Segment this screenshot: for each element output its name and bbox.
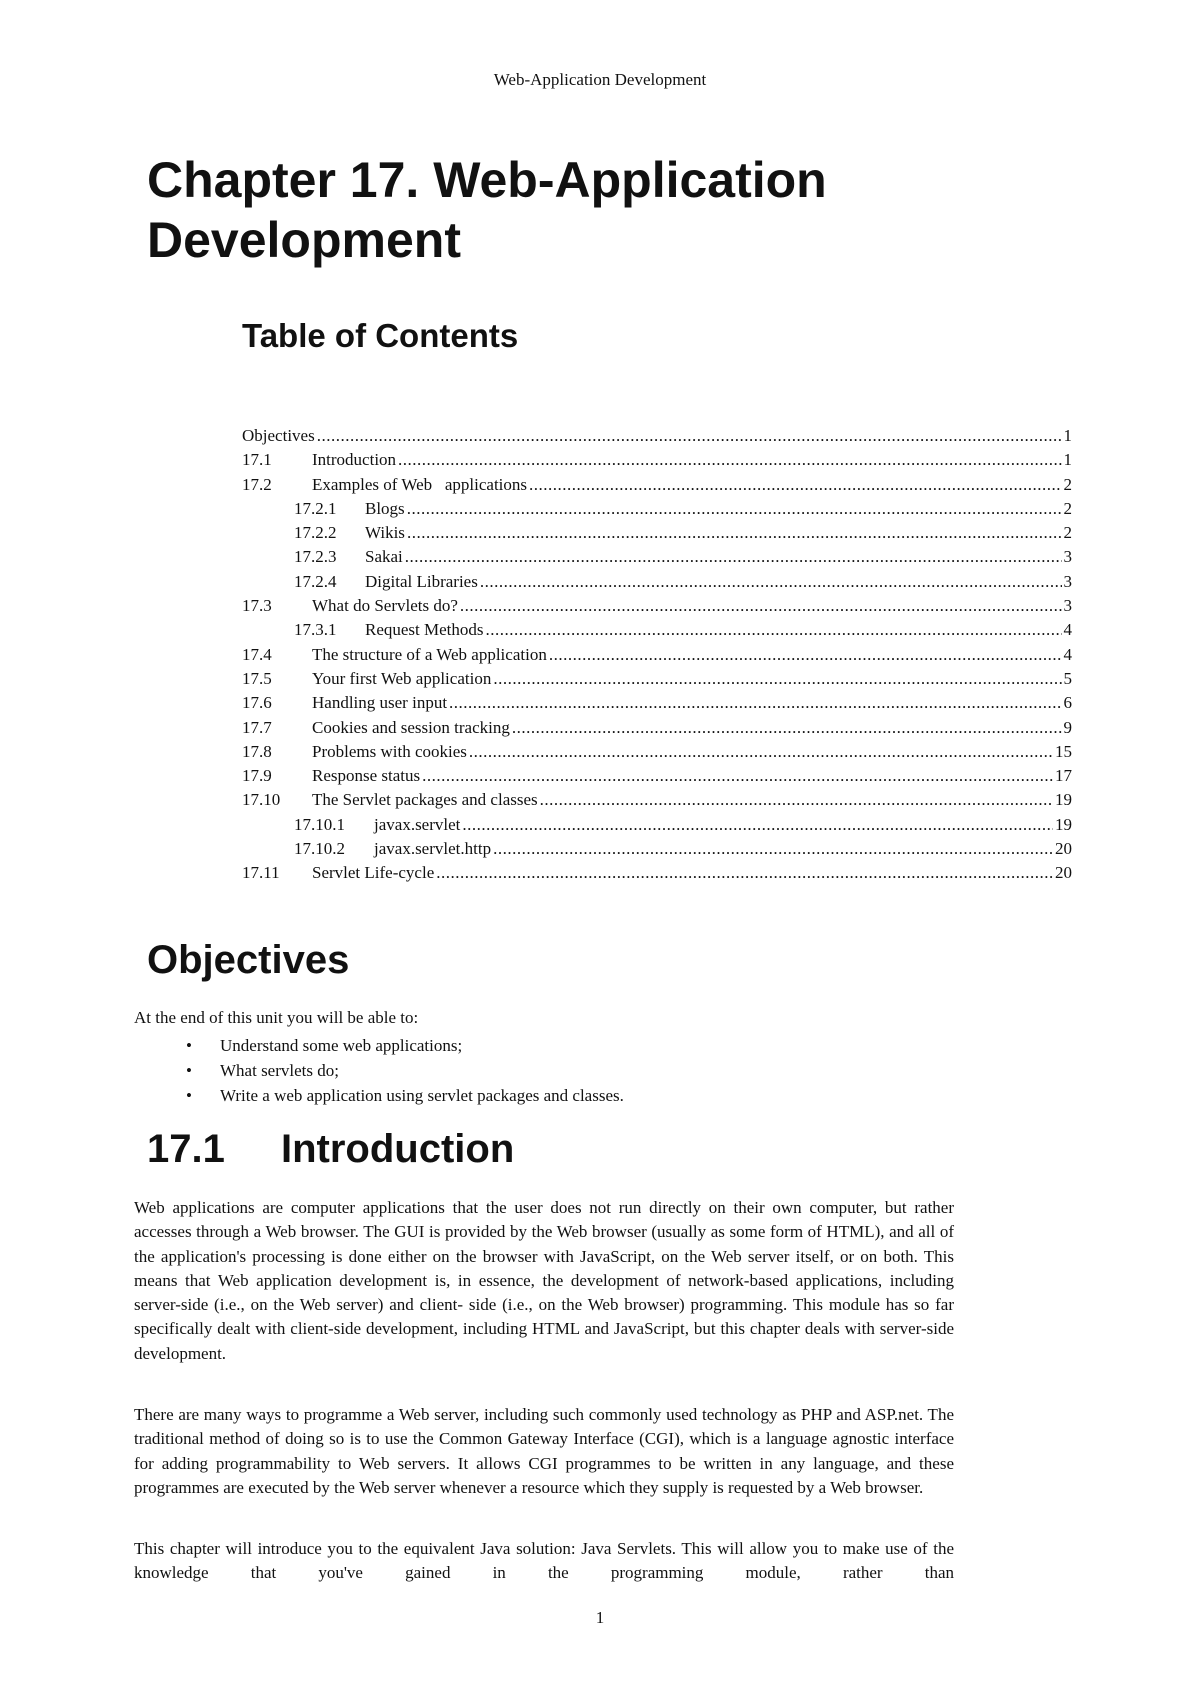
- list-item: [134, 1033, 624, 1058]
- table-of-contents: [242, 424, 1072, 886]
- toc-entry-title: Cookies and session tracking: [312, 717, 510, 737]
- toc-leader: [493, 667, 1061, 691]
- toc-entry-number: 17.1: [242, 450, 272, 470]
- toc-entry[interactable]: [242, 618, 1072, 642]
- toc-entry-page: 2: [1063, 523, 1072, 543]
- toc-entry-number: 17.10.1: [294, 814, 345, 834]
- toc-entry[interactable]: [242, 570, 1072, 594]
- toc-entry-number: 17.10: [242, 790, 281, 810]
- toc-entry-title: javax.servlet: [374, 814, 461, 834]
- toc-leader: [398, 448, 1061, 472]
- toc-entry-number: 17.6: [242, 693, 272, 713]
- toc-entry[interactable]: [242, 716, 1072, 740]
- toc-entry-page: 5: [1063, 668, 1072, 688]
- toc-entry[interactable]: [242, 424, 1072, 448]
- toc-entry-title: Wikis: [365, 523, 405, 543]
- toc-entry-number: 17.2.4: [294, 571, 337, 591]
- toc-entry-number: 17.2: [242, 474, 272, 494]
- toc-entry-title: What do Servlets do?: [312, 596, 458, 616]
- toc-entry-page: 3: [1063, 596, 1072, 616]
- toc-entry-page: 2: [1063, 498, 1072, 518]
- toc-entry-number: 17.2.3: [294, 547, 337, 567]
- toc-entry-title: Response status: [312, 766, 421, 786]
- section-title: Introduction: [281, 1127, 515, 1171]
- toc-entry[interactable]: [242, 497, 1072, 521]
- toc-leader: [422, 764, 1053, 788]
- toc-entry[interactable]: [242, 740, 1072, 764]
- toc-leader: [436, 861, 1053, 885]
- toc-entry-title: The structure of a Web application: [312, 644, 547, 664]
- toc-entry[interactable]: [242, 691, 1072, 715]
- toc-entry-page: 2: [1063, 474, 1072, 494]
- toc-leader: [529, 473, 1061, 497]
- toc-entry[interactable]: [242, 667, 1072, 691]
- objectives-lead: At the end of this unit you will be able to:: [134, 1008, 419, 1027]
- toc-entry-page: 3: [1063, 571, 1072, 591]
- toc-entry-page: 1: [1063, 426, 1072, 445]
- toc-entry[interactable]: [242, 788, 1072, 812]
- page-number: 1: [595, 1608, 605, 1627]
- list-item: [134, 1083, 624, 1108]
- toc-entry-number: 17.3: [242, 596, 272, 616]
- toc-entry[interactable]: [242, 545, 1072, 569]
- toc-entry-number: 17.11: [242, 863, 280, 883]
- toc-entry-page: 15: [1055, 741, 1072, 761]
- toc-entry-page: 9: [1063, 717, 1072, 737]
- body-paragraph: This chapter will introduce you to the equivalent Java solution: Java Servlets. This will allow you to make use of the knowledge that you've gained in the programming module, rather than: [134, 1539, 954, 1583]
- toc-leader: [407, 497, 1062, 521]
- bullet-icon: •: [186, 1086, 192, 1105]
- section-number: 17.1: [147, 1127, 225, 1171]
- toc-leader: [540, 788, 1053, 812]
- toc-entry-title: Introduction: [312, 450, 397, 470]
- toc-entry[interactable]: [242, 448, 1072, 472]
- toc-entry-title: Problems with cookies: [312, 741, 467, 761]
- toc-heading: Table of Contents: [242, 317, 519, 354]
- toc-entry-title: Objectives: [242, 426, 315, 445]
- toc-entry-page: 4: [1063, 620, 1072, 640]
- bullet-icon: •: [186, 1036, 192, 1055]
- toc-leader: [405, 545, 1062, 569]
- list-item: [134, 1058, 624, 1083]
- toc-entry-title: Handling user input: [312, 693, 448, 713]
- toc-entry-number: 17.3.1: [294, 620, 337, 640]
- toc-entry-number: 17.8: [242, 741, 272, 761]
- chapter-title: Chapter 17. Web-Application Development: [147, 152, 827, 268]
- toc-leader: [480, 570, 1062, 594]
- toc-entry-number: 17.4: [242, 644, 272, 664]
- toc-entry-title: Your first Web application: [312, 668, 492, 688]
- objective-text: Understand some web applications;: [220, 1036, 463, 1055]
- toc-entry-number: 17.5: [242, 668, 272, 688]
- objectives-heading: Objectives: [147, 938, 350, 982]
- toc-entry[interactable]: [242, 837, 1072, 861]
- toc-leader: [407, 521, 1062, 545]
- introduction-heading: [147, 1125, 514, 1173]
- body-paragraph: Web applications are computer applications that the user does not run directly on their own computer, but rather accesses through a Web browser. The GUI is provided by the Web browser (usually as some form of HTML), and all of the application's processing is done either on the browser with JavaScript, on the Web server itself, or on both. This means that Web application development is, in essence, the development of network-based applications, including server-side (i.e., on the Web server) and client- side (i.e., on the Web browser) programming. This module has so far specifically dealt with client-side development, including HTML and JavaScript, but this chapter deals with server-side development.: [134, 1198, 954, 1363]
- toc-leader: [469, 740, 1053, 764]
- toc-entry[interactable]: [242, 594, 1072, 618]
- toc-entry-page: 3: [1063, 547, 1072, 567]
- toc-entry[interactable]: [242, 861, 1072, 885]
- toc-leader: [486, 618, 1062, 642]
- toc-leader: [317, 424, 1062, 448]
- objective-text: What servlets do;: [220, 1061, 339, 1080]
- toc-entry-page: 17: [1055, 766, 1072, 786]
- toc-entry[interactable]: [242, 813, 1072, 837]
- toc-entry-title: Blogs: [365, 498, 405, 518]
- toc-entry-page: 1: [1063, 450, 1072, 470]
- toc-entry-number: 17.2.1: [294, 498, 337, 518]
- toc-entry-number: 17.10.2: [294, 839, 345, 859]
- toc-entry-title: Servlet Life-cycle: [312, 863, 435, 883]
- toc-entry-title: Sakai: [365, 547, 403, 567]
- toc-entry-page: 19: [1055, 814, 1072, 834]
- toc-entry[interactable]: [242, 643, 1072, 667]
- running-header: Web-Application Development: [493, 70, 707, 89]
- toc-leader: [462, 813, 1053, 837]
- toc-leader: [460, 594, 1062, 618]
- toc-entry-title: Request Methods: [365, 620, 484, 640]
- toc-entry-page: 20: [1055, 839, 1072, 859]
- toc-entry-title: javax.servlet.http: [374, 839, 492, 859]
- toc-entry-title: The Servlet packages and classes: [312, 790, 538, 810]
- bullet-icon: •: [186, 1061, 192, 1080]
- toc-entry[interactable]: [242, 521, 1072, 545]
- toc-entry[interactable]: [242, 764, 1072, 788]
- toc-leader: [449, 691, 1061, 715]
- toc-entry-title: Examples of Web applications: [312, 474, 528, 494]
- toc-entry-number: 17.2.2: [294, 523, 337, 543]
- objective-text: Write a web application using servlet packages and classes.: [220, 1086, 624, 1105]
- objectives-list: [134, 1033, 624, 1108]
- body-paragraph: There are many ways to programme a Web server, including such commonly used technology as PHP and ASP.net. The traditional method of doing so is to use the Common Gateway Interface (CGI), which is a language agnostic interface for adding programmability to Web servers. It allows CGI programmes to be written in any language, and these programmes are executed by the Web server whenever a resource which they supply is requested by a Web browser.: [134, 1405, 954, 1497]
- toc-entry-page: 19: [1055, 790, 1072, 810]
- toc-entry-page: 20: [1055, 863, 1072, 883]
- toc-entry-number: 17.7: [242, 717, 272, 737]
- toc-leader: [493, 837, 1053, 861]
- toc-entry-number: 17.9: [242, 766, 272, 786]
- toc-leader: [549, 643, 1062, 667]
- toc-entry-title: Digital Libraries: [365, 571, 478, 591]
- toc-leader: [512, 716, 1062, 740]
- toc-entry-page: 6: [1063, 693, 1072, 713]
- toc-entry-page: 4: [1063, 644, 1072, 664]
- toc-entry[interactable]: [242, 473, 1072, 497]
